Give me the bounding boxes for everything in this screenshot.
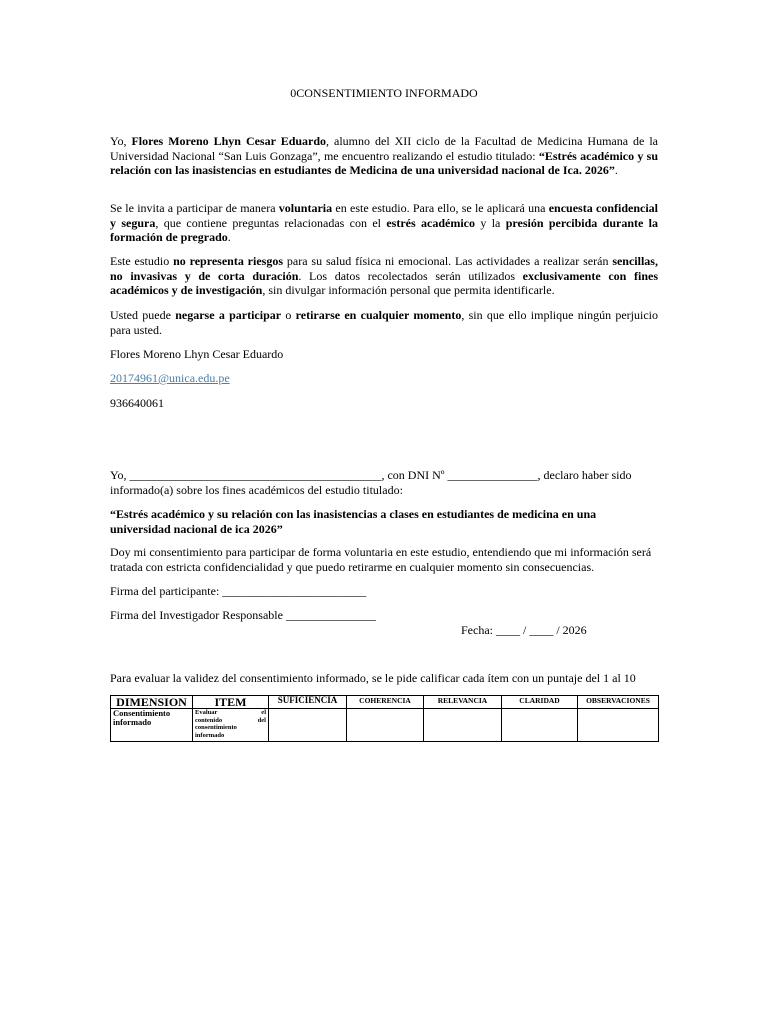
text: Este estudio [110,254,174,268]
consent-statement: Doy mi consentimiento para participar de forma voluntaria en este estudio, entendiendo que mi información será tratada con estricta confidencialidad y que puedo retirarme en cualquier momento sin consecuencias. [110,545,652,574]
header-dimension: DIMENSION [111,696,193,709]
item-text: contenido del [195,716,266,724]
text: , que contiene preguntas relacionadas con el [155,215,387,230]
evaluation-intro: Para evaluar la validez del consentimiento informado, se le pide calificar cada ítem con un puntaje del 1 al 10 [110,671,636,685]
item-cell [193,709,269,742]
text: o [281,308,296,322]
relevancia-score-cell[interactable] [424,709,502,742]
investigator-name-bold: Flores Moreno Lhyn Cesar Eduardo [131,134,327,148]
header-item: ITEM [193,696,269,709]
observaciones-cell[interactable] [578,709,659,742]
bold-text: voluntaria [278,201,333,215]
investigator-signature-line: Firma del Investigador Responsable _______________ [110,608,376,622]
rights-paragraph [110,308,658,337]
item-text: Evaluar el [195,709,266,716]
bold-text: encuesta confidencial y segura [110,201,658,230]
text: en este estudio. Para ello, se le aplicará una [332,201,549,215]
contact-phone: 936640061 [110,396,164,410]
header-relevancia: RELEVANCIA [424,696,502,709]
contact-email-link[interactable]: 20174961@unica.edu.pe [110,371,230,385]
header-suficiencia: SUFICIENCIA [269,696,347,709]
item-text: consentimiento [195,724,237,731]
text: . [614,163,618,178]
text: , sin divulgar información personal que permita identificarle. [262,283,555,298]
bold-text: retirarse en cualquier momento [295,308,462,322]
header-observaciones: OBSERVACIONES [578,696,659,709]
invitation-paragraph [110,201,658,245]
text: , alumno del XII ciclo de la Facultad de Medicina Humana de la Universidad Nacional “San Luis Gonzaga”, me encuentro realizando el estudio titulado: [110,134,658,163]
dimension-cell: Consentimiento informado [111,709,193,742]
bold-text: no representa riesgos [173,254,284,268]
risk-paragraph [110,254,658,298]
table-row [111,709,659,742]
declaration-line: Yo, __________________________________________, con DNI Nº _______________, declaro haber sido informado(a) sobre los fines académicos del estudio titulado: [110,468,632,497]
coherencia-score-cell[interactable] [347,709,424,742]
text: y la [475,215,506,230]
text: para su salud física ni emocional. Las actividades a realizar serán [283,254,613,268]
claridad-score-cell[interactable] [502,709,578,742]
declared-study-title: “Estrés académico y su relación con las inasistencias a clases en estudiantes de medicina en una universidad nacional de ica 2026” [110,507,597,536]
suficiencia-score-cell[interactable] [269,709,347,742]
bold-text: sencillas, no invasivas y de corta duración [110,254,658,283]
participant-signature-line: Firma del participante: ________________________ [110,584,367,598]
study-title-bold: “Estrés académico y su relación con las inasistencias en estudiantes de Medicina de una universidad nacional de Ica. 2026” [110,148,658,178]
contact-name: Flores Moreno Lhyn Cesar Eduardo [110,347,284,361]
text: Usted puede [110,308,176,322]
intro-paragraph [110,134,658,178]
bold-text: exclusivamente con fines académicos y de investigación [110,268,658,298]
text: Yo, [110,134,132,148]
item-text: informado [195,731,225,739]
evaluation-table [110,695,659,742]
bold-text: presión percibida durante la formación de pregrado [110,215,659,245]
table-header-row [111,696,659,709]
text: . Los datos recolectados serán utilizados [298,268,523,283]
bold-text: estrés académico [386,215,476,230]
text: . [227,230,231,245]
header-claridad: CLARIDAD [502,696,578,709]
text: Se le invita a participar de manera [110,201,279,215]
text: , sin que ello implique ningún perjuicio para usted. [110,308,659,337]
date-line: Fecha: ____ / ____ / 2026 [461,623,587,637]
bold-text: negarse a participar [175,308,282,322]
header-coherencia: COHERENCIA [347,696,424,709]
document-title: 0CONSENTIMIENTO INFORMADO [290,86,478,100]
